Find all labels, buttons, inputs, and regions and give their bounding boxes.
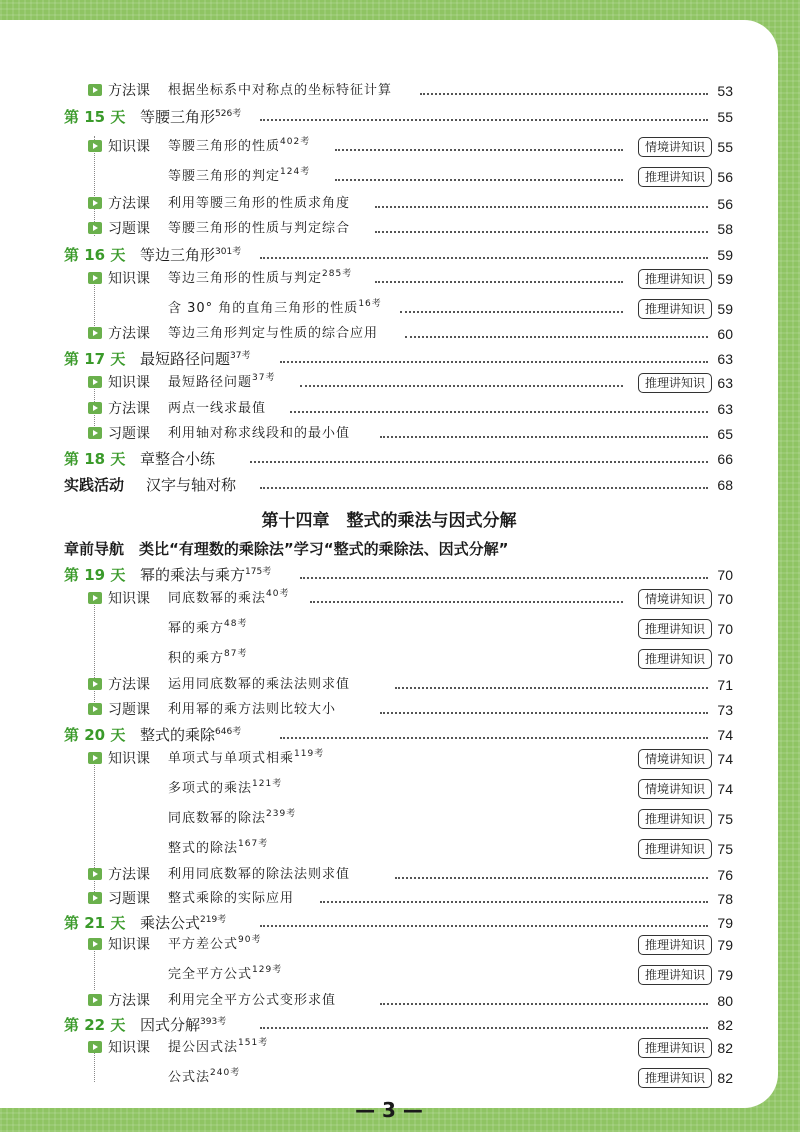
play-icon bbox=[88, 327, 102, 339]
page-ref: 63 bbox=[717, 351, 733, 367]
lesson-topic: 根据坐标系中对称点的坐标特征计算 bbox=[168, 83, 393, 98]
page-ref: 56 bbox=[717, 169, 733, 185]
leader-dots bbox=[250, 461, 708, 463]
day-label: 第 20 天 bbox=[64, 726, 126, 744]
lesson-topic bbox=[168, 1035, 268, 1061]
lesson-topic: 利用幂的乘方法则比较大小 bbox=[168, 702, 337, 717]
play-icon bbox=[88, 892, 102, 904]
lesson-topic bbox=[168, 806, 296, 832]
lesson-type: 知识课 bbox=[108, 271, 150, 287]
lesson-topic-text: 整式的除法 bbox=[168, 841, 239, 856]
method-badge[interactable]: 推理讲知识 bbox=[638, 965, 712, 985]
play-icon bbox=[88, 222, 102, 234]
toc-row[interactable] bbox=[0, 321, 778, 347]
lesson-topic bbox=[168, 296, 382, 322]
leader-dots bbox=[405, 336, 708, 338]
exam-count: 285考 bbox=[322, 269, 353, 279]
lesson-topic bbox=[168, 266, 352, 292]
page-ref: 68 bbox=[717, 477, 733, 493]
play-icon bbox=[88, 427, 102, 439]
lesson-type: 知识课 bbox=[108, 751, 150, 767]
lesson-topic-text: 同底数幂的乘法 bbox=[168, 591, 267, 606]
page-ref: 58 bbox=[717, 221, 733, 237]
day-heading[interactable] bbox=[0, 104, 778, 130]
lesson-topic-text: 幂的乘方 bbox=[168, 621, 225, 636]
lesson-topic-text: 积的乘方 bbox=[168, 651, 225, 666]
exam-count: 124考 bbox=[280, 167, 311, 177]
exam-count: 175考 bbox=[245, 567, 272, 577]
lesson-type: 习题课 bbox=[108, 702, 150, 718]
exam-count: 40考 bbox=[266, 589, 290, 599]
lesson-topic bbox=[168, 776, 282, 802]
leader-dots bbox=[260, 119, 708, 121]
method-badge[interactable]: 推理讲知识 bbox=[638, 1068, 712, 1088]
lesson-topic-text: 含 30° 角的直角三角形的性质 bbox=[168, 301, 359, 316]
lesson-type: 知识课 bbox=[108, 1040, 150, 1056]
day-heading[interactable] bbox=[0, 346, 778, 372]
lesson-topic bbox=[168, 932, 261, 958]
exam-count: 301考 bbox=[215, 247, 242, 257]
exam-count: 240考 bbox=[210, 1068, 241, 1078]
lesson-type: 知识课 bbox=[108, 591, 150, 607]
page-number: — 3 — bbox=[355, 1098, 423, 1122]
lesson-topic: 整式乘除的实际应用 bbox=[168, 891, 295, 906]
leader-dots bbox=[300, 385, 623, 387]
lesson-topic: 利用等腰三角形的性质求角度 bbox=[168, 196, 351, 211]
page-ref: 56 bbox=[717, 196, 733, 212]
lesson-topic bbox=[168, 962, 282, 988]
toc-row[interactable] bbox=[0, 216, 778, 242]
leader-dots bbox=[395, 687, 708, 689]
lesson-topic: 利用完全平方公式变形求值 bbox=[168, 993, 337, 1008]
exam-count: 151考 bbox=[238, 1038, 269, 1048]
method-badge[interactable]: 推理讲知识 bbox=[638, 649, 712, 669]
play-icon bbox=[88, 752, 102, 764]
page-ref: 65 bbox=[717, 426, 733, 442]
leader-dots bbox=[380, 436, 708, 438]
exam-count: 16考 bbox=[358, 299, 382, 309]
page-ref: 55 bbox=[717, 139, 733, 155]
page-ref: 59 bbox=[717, 271, 733, 287]
lesson-topic bbox=[168, 164, 310, 190]
leader-dots bbox=[375, 231, 708, 233]
method-badge[interactable]: 推理讲知识 bbox=[638, 1038, 712, 1058]
lesson-topic-text: 提公因式法 bbox=[168, 1040, 239, 1055]
day-title bbox=[140, 722, 241, 748]
day-label: 第 19 天 bbox=[64, 566, 126, 584]
toc-row[interactable] bbox=[0, 988, 778, 1014]
play-icon bbox=[88, 402, 102, 414]
page-ref: 82 bbox=[717, 1070, 733, 1086]
lesson-type: 方法课 bbox=[108, 677, 150, 693]
lesson-topic bbox=[168, 746, 324, 772]
lesson-topic-text: 等边三角形的性质与判定 bbox=[168, 271, 323, 286]
day-heading[interactable] bbox=[0, 562, 778, 588]
toc-row[interactable] bbox=[0, 697, 778, 723]
lesson-type: 方法课 bbox=[108, 993, 150, 1009]
chapter-guide: 章前导航 类比“有理数的乘除法”学习“整式的乘除法、因式分解” bbox=[64, 540, 509, 558]
toc-row[interactable] bbox=[0, 134, 778, 160]
toc-row[interactable] bbox=[0, 962, 778, 988]
lesson-topic-text: 完全平方公式 bbox=[168, 967, 253, 982]
lesson-topic-text: 等腰三角形的性质 bbox=[168, 139, 281, 154]
lesson-topic: 利用轴对称求线段和的最小值 bbox=[168, 426, 351, 441]
play-icon bbox=[88, 84, 102, 96]
day-title-text: 等边三角形 bbox=[140, 246, 216, 264]
play-icon bbox=[88, 994, 102, 1006]
play-icon bbox=[88, 1041, 102, 1053]
lesson-topic bbox=[168, 134, 310, 160]
leader-dots bbox=[420, 93, 708, 95]
method-badge[interactable]: 情境讲知识 bbox=[638, 137, 712, 157]
page-ref: 75 bbox=[717, 811, 733, 827]
day-title bbox=[140, 242, 241, 268]
lesson-type: 习题课 bbox=[108, 891, 150, 907]
page-ref: 82 bbox=[717, 1040, 733, 1056]
day-label: 第 22 天 bbox=[64, 1016, 126, 1034]
toc-row[interactable] bbox=[0, 646, 778, 672]
day-heading[interactable] bbox=[0, 722, 778, 748]
toc-row[interactable] bbox=[0, 776, 778, 802]
lesson-type: 方法课 bbox=[108, 83, 150, 99]
lesson-topic-text: 平方差公式 bbox=[168, 937, 239, 952]
page-ref: 70 bbox=[717, 621, 733, 637]
toc-row[interactable] bbox=[0, 191, 778, 217]
day-title: 章整合小练 bbox=[140, 450, 216, 468]
page-ref: 74 bbox=[717, 781, 733, 797]
toc-row[interactable] bbox=[0, 266, 778, 292]
page-ref: 59 bbox=[717, 301, 733, 317]
leader-dots bbox=[400, 311, 623, 313]
leader-dots bbox=[300, 577, 708, 579]
exam-count: 646考 bbox=[215, 727, 242, 737]
page-ref: 75 bbox=[717, 841, 733, 857]
play-icon bbox=[88, 376, 102, 388]
lesson-type: 知识课 bbox=[108, 937, 150, 953]
lesson-topic-text: 多项式的乘法 bbox=[168, 781, 253, 796]
lesson-topic-text: 同底数幂的除法 bbox=[168, 811, 267, 826]
toc-row[interactable] bbox=[0, 296, 778, 322]
exam-count: 393考 bbox=[200, 1017, 227, 1027]
exam-count: 37考 bbox=[252, 373, 276, 383]
page-ref: 71 bbox=[717, 677, 733, 693]
day-title bbox=[140, 104, 241, 130]
page-ref: 63 bbox=[717, 375, 733, 391]
leader-dots bbox=[320, 901, 708, 903]
leader-dots bbox=[260, 257, 708, 259]
leader-dots bbox=[380, 1003, 708, 1005]
method-badge[interactable]: 情境讲知识 bbox=[638, 589, 712, 609]
lesson-type: 习题课 bbox=[108, 221, 150, 237]
play-icon bbox=[88, 678, 102, 690]
lesson-type: 方法课 bbox=[108, 867, 150, 883]
day-title bbox=[140, 562, 271, 588]
lesson-topic-text: 最短路径问题 bbox=[168, 375, 253, 390]
play-icon bbox=[88, 868, 102, 880]
lesson-topic bbox=[168, 1065, 240, 1091]
leader-dots bbox=[290, 411, 708, 413]
toc-row[interactable] bbox=[0, 836, 778, 862]
lesson-type: 知识课 bbox=[108, 139, 150, 155]
page-ref: 70 bbox=[717, 567, 733, 583]
day-label: 第 17 天 bbox=[64, 350, 126, 368]
page-ref: 79 bbox=[717, 967, 733, 983]
practice-row[interactable] bbox=[0, 472, 778, 498]
toc-row[interactable] bbox=[0, 421, 778, 447]
method-badge[interactable]: 推理讲知识 bbox=[638, 839, 712, 859]
method-badge[interactable]: 情境讲知识 bbox=[638, 749, 712, 769]
play-icon bbox=[88, 272, 102, 284]
lesson-type: 方法课 bbox=[108, 401, 150, 417]
day-label: 第 15 天 bbox=[64, 108, 126, 126]
method-badge[interactable]: 推理讲知识 bbox=[638, 619, 712, 639]
lesson-topic-text: 单项式与单项式相乘 bbox=[168, 751, 295, 766]
exam-count: 239考 bbox=[266, 809, 297, 819]
lesson-topic-text: 公式法 bbox=[168, 1070, 211, 1085]
exam-count: 90考 bbox=[238, 935, 262, 945]
toc-row[interactable] bbox=[0, 806, 778, 832]
lesson-topic bbox=[168, 646, 247, 672]
content-sheet bbox=[0, 20, 778, 1122]
day-label: 第 18 天 bbox=[64, 450, 126, 468]
practice-title: 汉字与轴对称 bbox=[146, 476, 237, 494]
leader-dots bbox=[260, 925, 708, 927]
toc-row[interactable] bbox=[0, 370, 778, 396]
page-ref: 59 bbox=[717, 247, 733, 263]
page-ref: 74 bbox=[717, 751, 733, 767]
lesson-topic: 运用同底数幂的乘法法则求值 bbox=[168, 677, 351, 692]
exam-count: 48考 bbox=[224, 619, 248, 629]
lesson-type: 方法课 bbox=[108, 196, 150, 212]
toc-row[interactable] bbox=[0, 672, 778, 698]
method-badge[interactable]: 推理讲知识 bbox=[638, 373, 712, 393]
day-title-text: 幂的乘法与乘方 bbox=[140, 566, 246, 584]
day-title-text: 整式的乘除 bbox=[140, 726, 216, 744]
play-icon bbox=[88, 140, 102, 152]
leader-dots bbox=[310, 601, 623, 603]
practice-label: 实践活动 bbox=[64, 476, 125, 494]
lesson-topic: 两点一线求最值 bbox=[168, 401, 267, 416]
exam-count: 167考 bbox=[238, 839, 269, 849]
day-title bbox=[140, 346, 250, 372]
leader-dots bbox=[380, 712, 708, 714]
lesson-type: 知识课 bbox=[108, 375, 150, 391]
page-ref: 79 bbox=[717, 915, 733, 931]
exam-count: 87考 bbox=[224, 649, 248, 659]
leader-dots bbox=[260, 487, 708, 489]
page-ref: 73 bbox=[717, 702, 733, 718]
leader-dots bbox=[395, 877, 708, 879]
leader-dots bbox=[375, 281, 623, 283]
page-ref: 66 bbox=[717, 451, 733, 467]
day-title-text: 等腰三角形 bbox=[140, 108, 216, 126]
method-badge[interactable]: 推理讲知识 bbox=[638, 935, 712, 955]
lesson-topic bbox=[168, 616, 247, 642]
page-ref: 63 bbox=[717, 401, 733, 417]
play-icon bbox=[88, 197, 102, 209]
leader-dots bbox=[375, 206, 708, 208]
day-title-text: 最短路径问题 bbox=[140, 350, 231, 368]
toc-row[interactable] bbox=[0, 164, 778, 190]
exam-count: 119考 bbox=[294, 749, 325, 759]
toc-row[interactable] bbox=[0, 396, 778, 422]
play-icon bbox=[88, 938, 102, 950]
method-badge[interactable]: 推理讲知识 bbox=[638, 299, 712, 319]
lesson-topic: 利用同底数幂的除法法则求值 bbox=[168, 867, 351, 882]
leader-dots bbox=[335, 179, 623, 181]
lesson-topic bbox=[168, 370, 275, 396]
leader-dots bbox=[335, 149, 623, 151]
toc-row[interactable] bbox=[0, 1035, 778, 1061]
exam-count: 37考 bbox=[230, 351, 251, 361]
lesson-topic bbox=[168, 586, 289, 612]
method-badge[interactable]: 推理讲知识 bbox=[638, 809, 712, 829]
toc-row[interactable] bbox=[0, 616, 778, 642]
lesson-topic bbox=[168, 836, 268, 862]
page-ref: 79 bbox=[717, 937, 733, 953]
page-ref: 70 bbox=[717, 591, 733, 607]
toc-row[interactable] bbox=[0, 586, 778, 612]
exam-count: 526考 bbox=[215, 109, 242, 119]
exam-count: 402考 bbox=[280, 137, 311, 147]
lesson-topic: 等腰三角形的性质与判定综合 bbox=[168, 221, 351, 236]
chapter-title: 第十四章 整式的乘法与因式分解 bbox=[261, 511, 517, 531]
day-title-text: 因式分解 bbox=[140, 1016, 201, 1034]
toc-row[interactable] bbox=[0, 1065, 778, 1091]
day-heading[interactable] bbox=[0, 242, 778, 268]
leader-dots bbox=[280, 361, 708, 363]
day-heading[interactable] bbox=[0, 446, 778, 472]
exam-count: 219考 bbox=[200, 915, 227, 925]
toc-row[interactable] bbox=[0, 746, 778, 772]
page-ref: 70 bbox=[717, 651, 733, 667]
method-badge[interactable]: 推理讲知识 bbox=[638, 167, 712, 187]
method-badge[interactable]: 情境讲知识 bbox=[638, 779, 712, 799]
method-badge[interactable]: 推理讲知识 bbox=[638, 269, 712, 289]
lesson-type: 方法课 bbox=[108, 326, 150, 342]
lesson-topic-text: 等腰三角形的判定 bbox=[168, 169, 281, 184]
page-ref: 82 bbox=[717, 1017, 733, 1033]
page-ref: 78 bbox=[717, 891, 733, 907]
toc-row[interactable] bbox=[0, 886, 778, 912]
leader-dots bbox=[260, 1027, 708, 1029]
page-ref: 53 bbox=[717, 83, 733, 99]
toc-row[interactable] bbox=[0, 78, 778, 104]
page-ref: 80 bbox=[717, 993, 733, 1009]
page-ref: 60 bbox=[717, 326, 733, 342]
leader-dots bbox=[280, 737, 708, 739]
toc-row[interactable] bbox=[0, 862, 778, 888]
lesson-type: 习题课 bbox=[108, 426, 150, 442]
exam-count: 121考 bbox=[252, 779, 283, 789]
day-title-text: 乘法公式 bbox=[140, 914, 201, 932]
play-icon bbox=[88, 703, 102, 715]
play-icon bbox=[88, 592, 102, 604]
page-ref: 74 bbox=[717, 727, 733, 743]
lesson-topic: 等边三角形判定与性质的综合应用 bbox=[168, 326, 379, 341]
day-label: 第 16 天 bbox=[64, 246, 126, 264]
toc-row[interactable] bbox=[0, 932, 778, 958]
page-ref: 55 bbox=[717, 109, 733, 125]
day-label: 第 21 天 bbox=[64, 914, 126, 932]
exam-count: 129考 bbox=[252, 965, 283, 975]
page-ref: 76 bbox=[717, 867, 733, 883]
